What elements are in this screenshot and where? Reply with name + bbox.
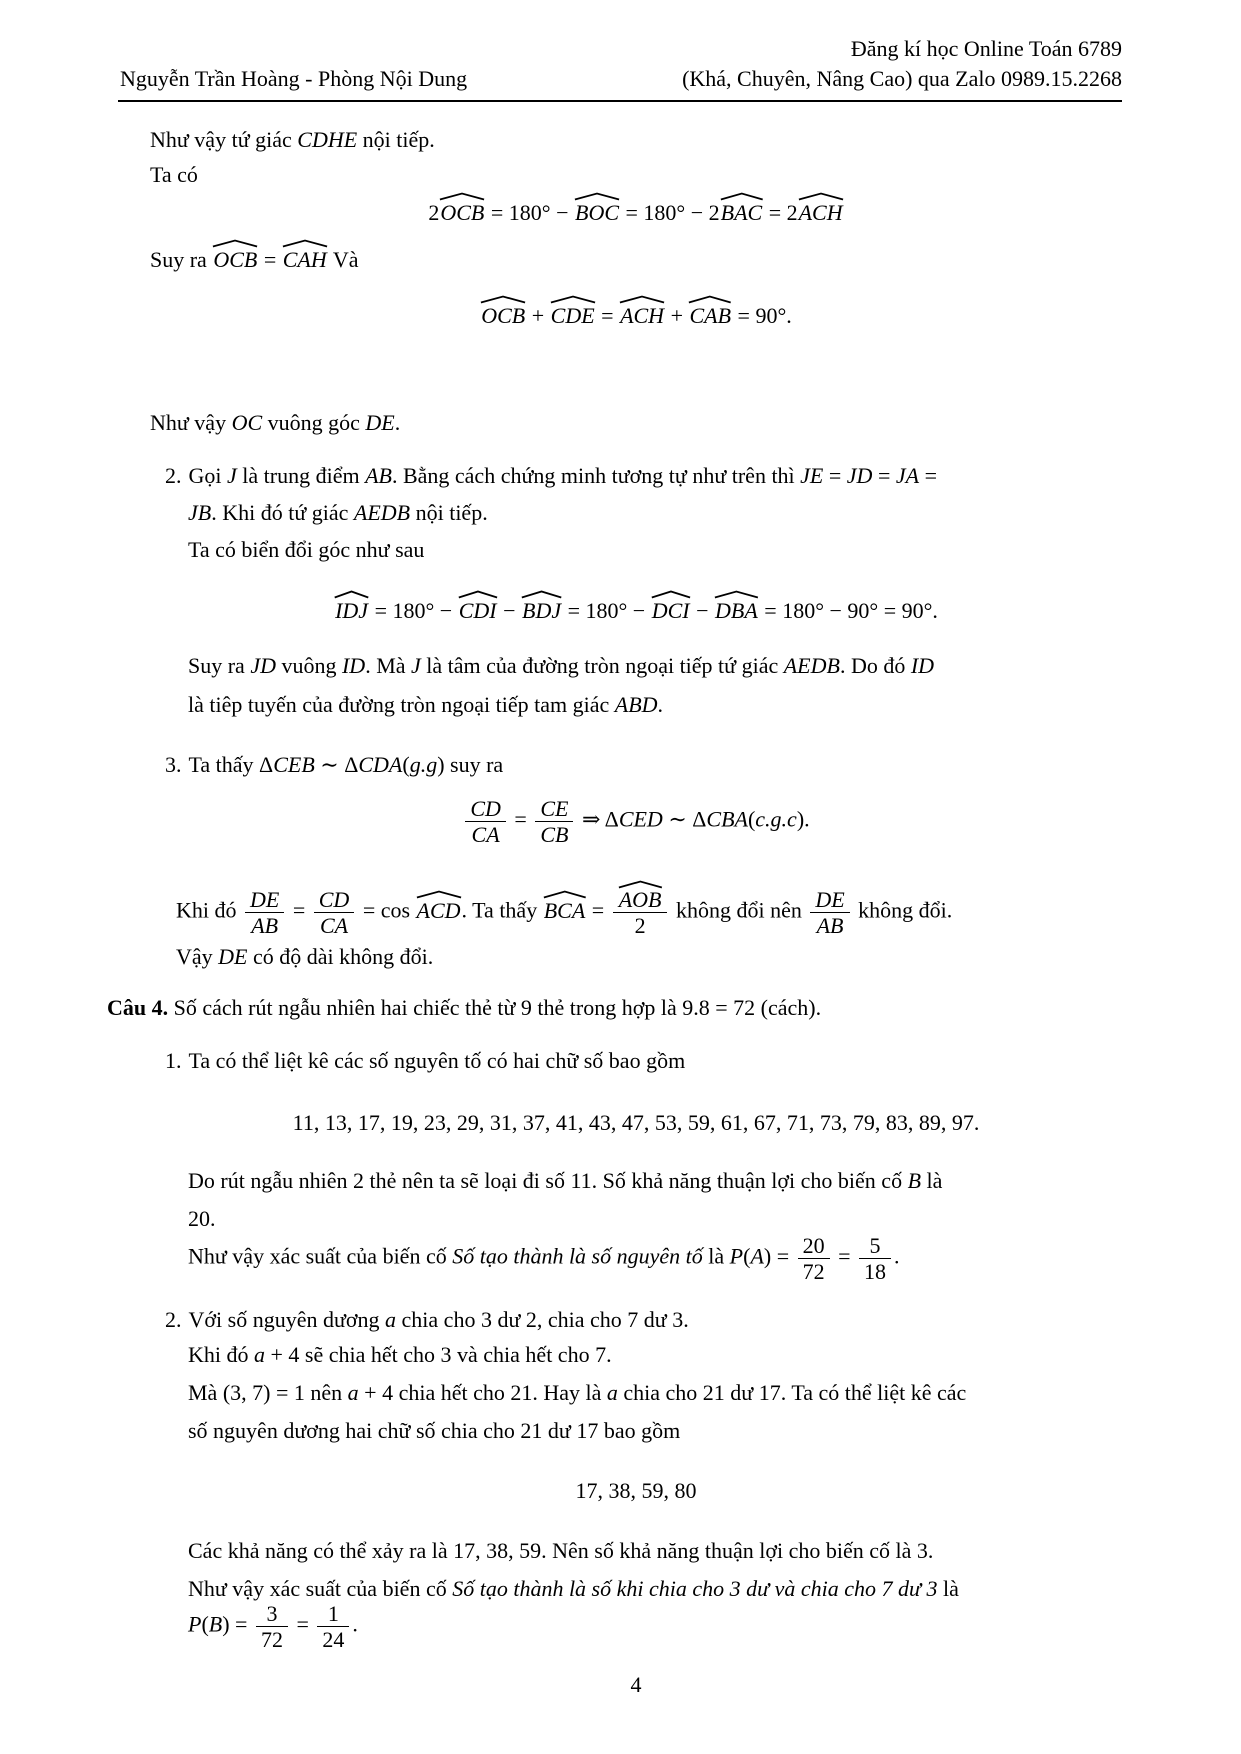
doc-line-29: Như vậy xác suất của biến cố Số tạo thành là số khi chia cho 3 dư và chia cho 7 dư 3 là: [188, 1576, 959, 1601]
doc-line-23: 2. Với số nguyên dương a chia cho 3 dư 2, chia cho 7 dư 3.: [165, 1307, 689, 1332]
fraction: $\frac{DE}{AB}$: [245, 888, 284, 937]
doc-line-11: Suy ra JD vuông ID. Mà J là tâm của đường tròn ngoại tiếp tứ giác AEDB. Do đó ID: [188, 653, 935, 678]
doc-line-13: 3. Ta thấy ΔCEB ∼ ΔCDA(g.g) suy ra: [165, 752, 504, 777]
doc-line-8: JB. Khi đó tứ giác AEDB nội tiếp.: [188, 500, 488, 525]
doc-line-7: 2. Gọi J là trung điểm AB. Bằng cách chứng minh tương tự như trên thì JE = JD = JA =: [165, 463, 937, 488]
doc-line-4: Suy ra OCB = CAH Và: [150, 247, 359, 273]
doc-line-15: Khi đó $\frac{DE}{AB}$ = $\frac{CD}{CA}$ = cos ACD. Ta thấy BCA = $\frac{\text{AOB}}{2}$ không đổi nên $\frac{DE}{AB}$ không đổi.: [176, 888, 952, 937]
doc-line-5: OCB + CDE = ACH + CAB = 90°.: [150, 303, 1122, 329]
widehat-angle: BCA: [543, 898, 587, 924]
doc-line-2: Ta có: [150, 162, 198, 187]
doc-line-10: IDJ = 180° − CDI − BDJ = 180° − DCI − DBA = 180° − 90° = 90°.: [150, 598, 1122, 624]
list-item-number: 2.: [165, 463, 182, 488]
widehat-angle: CAH: [282, 247, 328, 273]
doc-line-27: 17, 38, 59, 80: [575, 1478, 697, 1503]
doc-line-16: Vậy DE có độ dài không đổi.: [176, 944, 434, 969]
doc-line-12: là tiêp tuyến của đường tròn ngoại tiếp tam giác ABD.: [188, 692, 664, 717]
doc-line-14: $\frac{CD}{CA}$ = $\frac{CE}{CB}$ ⇒ ΔCED ∼ ΔCBA(c.g.c).: [150, 797, 1122, 846]
fraction: $\frac{CE}{CB}$: [535, 797, 573, 846]
widehat-angle: DCI: [651, 598, 691, 624]
doc-line-9: Ta có biển đổi góc như sau: [188, 537, 425, 562]
widehat-angle: CDI: [458, 598, 498, 624]
widehat-angle: CAB: [688, 303, 732, 329]
widehat-angle: ACH: [798, 200, 844, 226]
widehat-angle: ACH: [619, 303, 665, 329]
doc-line-21: 20.: [188, 1206, 216, 1231]
doc-line-30: P(B) = $\frac{3}{72}$ = $\frac{1}{24}$ .: [188, 1601, 358, 1653]
doc-line-28: Các khả năng có thể xảy ra là 17, 38, 59. Nên số khả năng thuận lợi cho biến cố là 3.: [188, 1538, 934, 1563]
fraction: $\frac{CD}{CA}$: [314, 888, 355, 937]
list-item-number: 2.: [165, 1307, 182, 1332]
widehat-angle: BAC: [720, 200, 764, 226]
doc-line-17: Câu 4. Số cách rút ngẫu nhiên hai chiếc thẻ từ 9 thẻ trong hợp là 9.8 = 72 (cách).: [107, 995, 822, 1020]
widehat-angle: OCB: [439, 200, 485, 226]
header-contact-info: (Khá, Chuyên, Nâng Cao) qua Zalo 0989.15.2268: [682, 66, 1122, 91]
doc-line-3: 2 OCB = 180° − BOC = 180° − 2 BAC = 2 ACH: [150, 200, 1122, 226]
question-label: Câu 4.: [107, 995, 169, 1020]
widehat-angle: OCB: [212, 247, 258, 273]
header-author: Nguyễn Trần Hoàng - Phòng Nội Dung: [120, 66, 468, 91]
widehat-angle: BDJ: [521, 598, 562, 624]
doc-line-20: Do rút ngẫu nhiên 2 thẻ nên ta sẽ loại đi số 11. Số khả năng thuận lợi cho biến cố B là: [188, 1168, 943, 1193]
widehat-angle: BOC: [574, 200, 620, 226]
doc-line-18: 1. Ta có thể liệt kê các số nguyên tố có hai chữ số bao gồm: [165, 1048, 686, 1073]
fraction: $\frac{1}{24}$: [317, 1602, 349, 1651]
header-rule: [118, 100, 1122, 102]
widehat-angle: OCB: [480, 303, 526, 329]
page-number: 4: [630, 1672, 642, 1697]
widehat-angle: ACD: [416, 898, 462, 924]
widehat-angle: AOB: [618, 888, 663, 911]
doc-line-24: Khi đó a + 4 sẽ chia hết cho 3 và chia hết cho 7.: [188, 1342, 612, 1367]
fraction: $\frac{5}{18}$: [859, 1234, 891, 1283]
doc-line-19: 11, 13, 17, 19, 23, 29, 31, 37, 41, 43, 47, 53, 59, 61, 67, 71, 73, 79, 83, 89, 97.: [292, 1110, 980, 1135]
fraction: $\frac{\text{AOB}}{2}$: [613, 888, 668, 937]
doc-line-26: số nguyên dương hai chữ số chia cho 21 dư 17 bao gồm: [188, 1418, 681, 1443]
widehat-angle: IDJ: [334, 598, 369, 624]
widehat-angle: CDE: [550, 303, 596, 329]
fraction: $\frac{DE}{AB}$: [810, 888, 849, 937]
doc-line-25: Mà (3, 7) = 1 nên a + 4 chia hết cho 21. Hay là a chia cho 21 dư 17. Ta có thể liệt kê các: [188, 1380, 967, 1405]
widehat-angle: DBA: [714, 598, 759, 624]
list-item-number: 1.: [165, 1048, 182, 1073]
list-item-number: 3.: [165, 752, 182, 777]
doc-line-22: Như vậy xác suất của biến cố Số tạo thành là số nguyên tố là P(A) = $\frac{20}{72}$ = $\frac{5}{18}$ .: [188, 1233, 900, 1285]
fraction: $\frac{3}{72}$: [256, 1602, 288, 1651]
doc-line-1: Như vậy tứ giác CDHE nội tiếp.: [150, 127, 435, 152]
header-course-title: Đăng kí học Online Toán 6789: [850, 36, 1122, 61]
fraction: $\frac{CD}{CA}$: [465, 797, 506, 846]
doc-line-6: Như vậy OC vuông góc DE.: [150, 410, 401, 435]
fraction: $\frac{20}{72}$: [798, 1234, 830, 1283]
